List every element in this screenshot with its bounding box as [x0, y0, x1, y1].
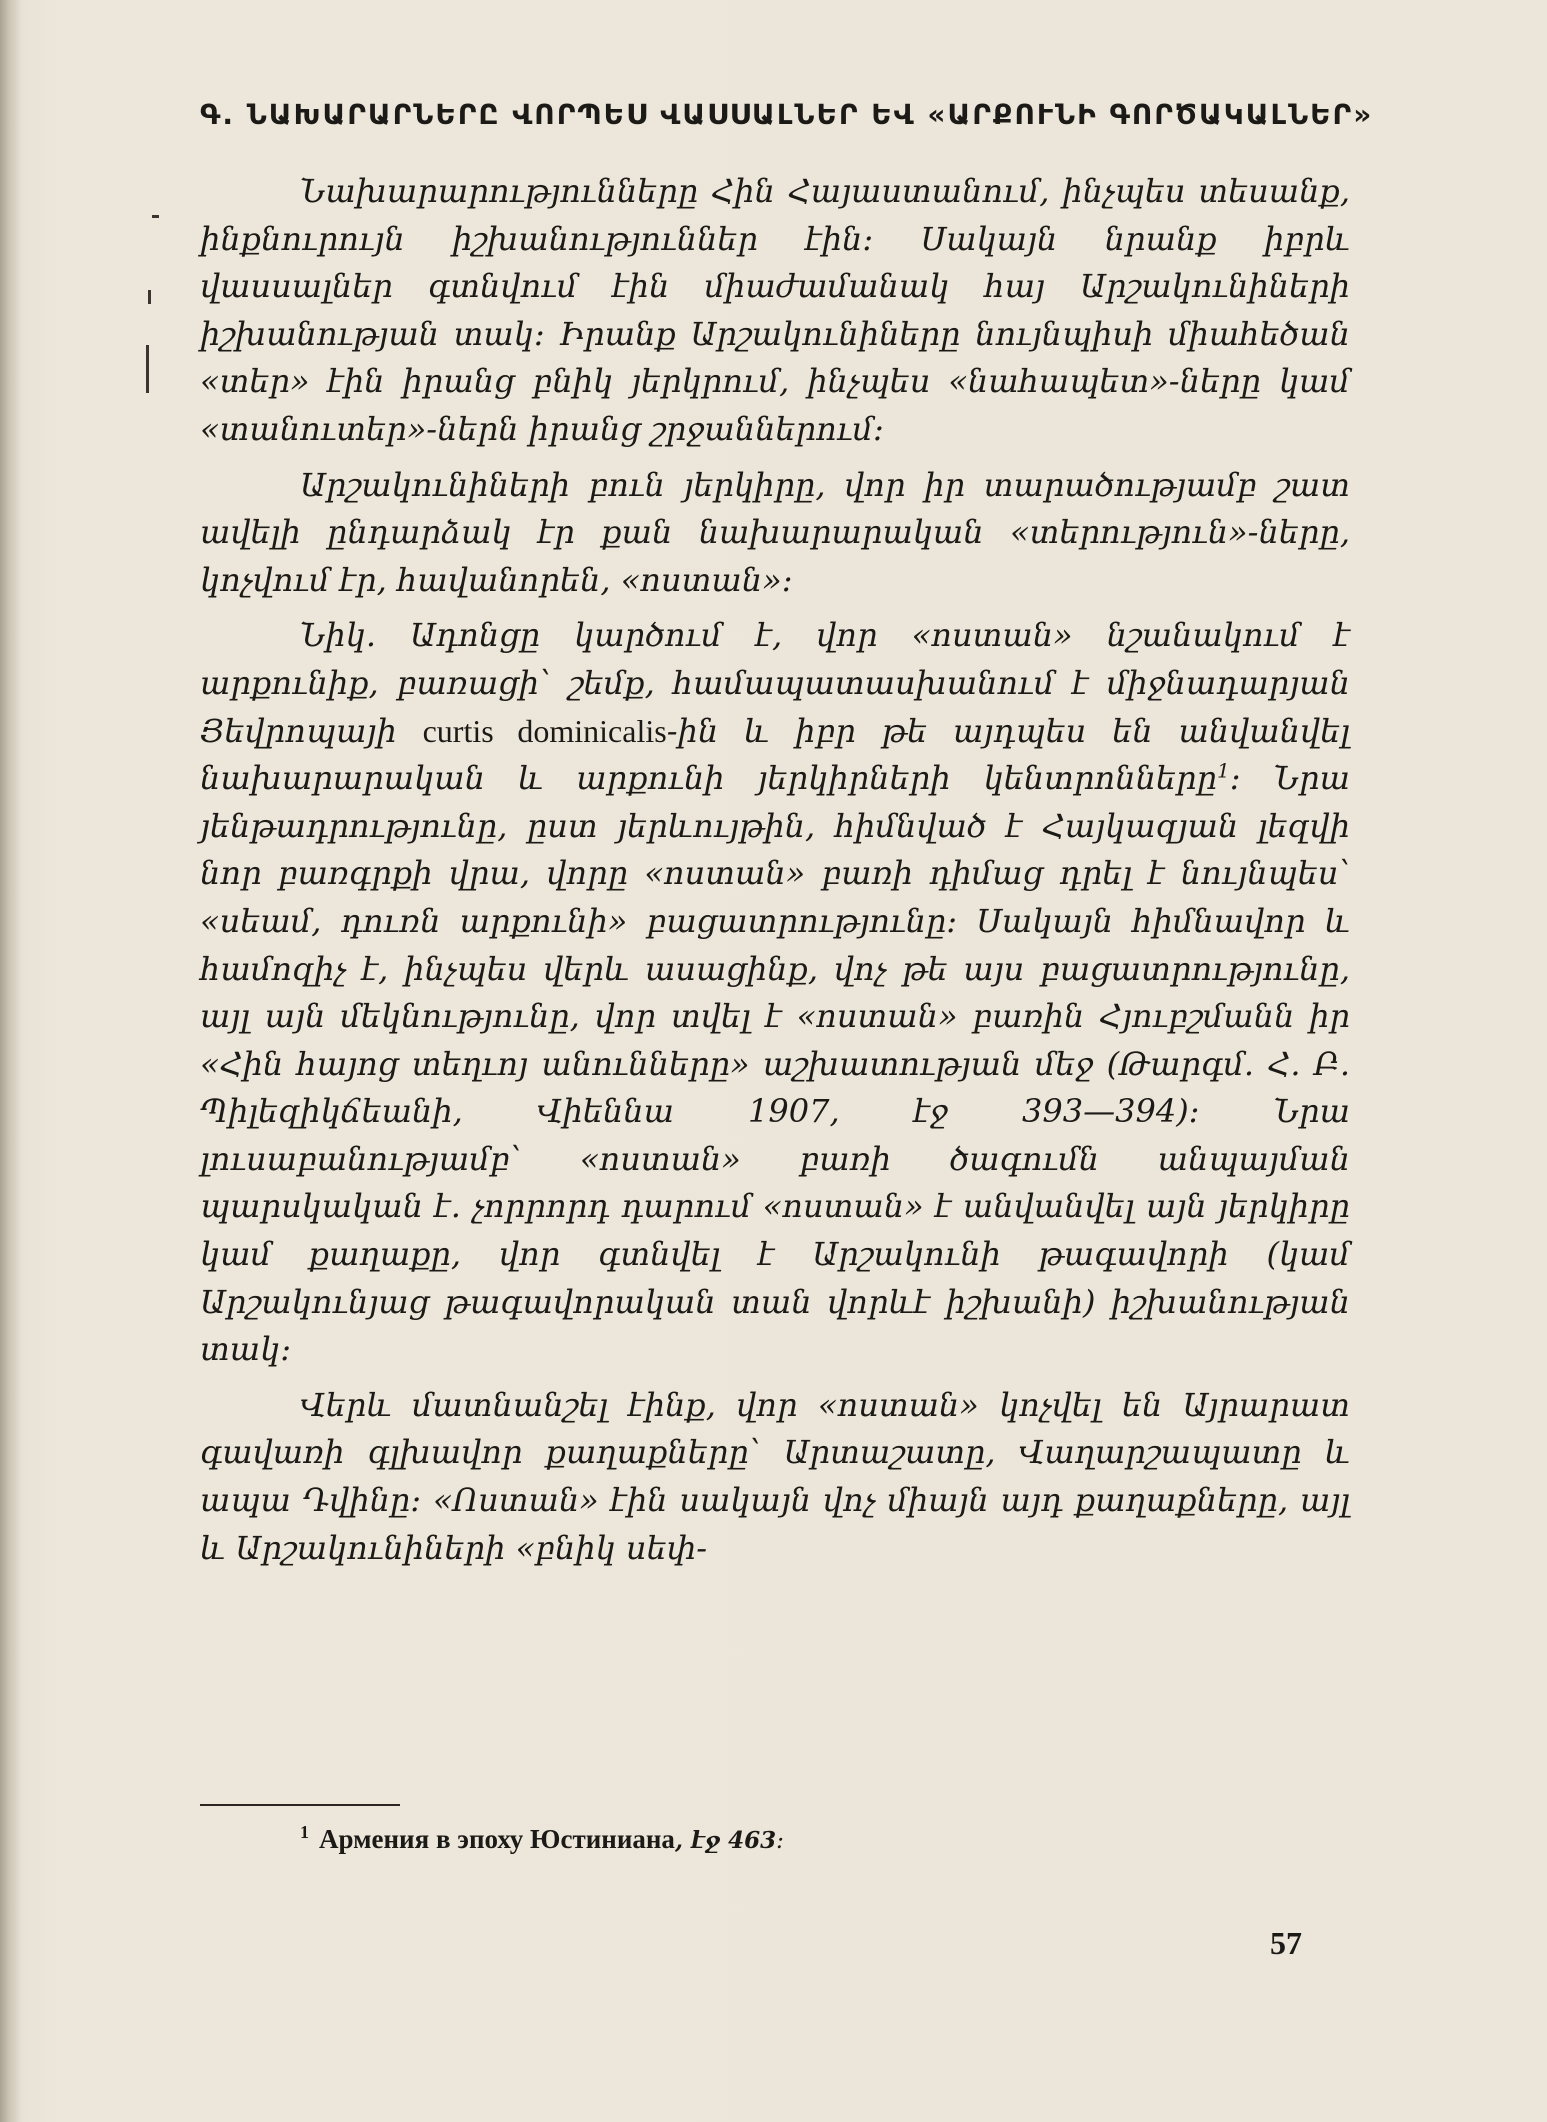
footnote [300, 1822, 1200, 1855]
margin-tick-mark [148, 290, 151, 304]
paragraph-3-text-b: -ին և իբր թե այդպես են անվանվել նախարարական և արքունի յերկիրների կենտրոնները [200, 711, 1351, 798]
footnote-divider [200, 1804, 400, 1806]
paragraph-1: Նախարարությունները Հին Հայաստանում, ինչպես տեսանք, ինքնուրույն իշխանություններ էին։ Սակայն նրանք իբրև վասսալներ գտնվում էին միաժամանակ հայ Արշակունիների իշխանության տակ։ Իրանք Արշակունիները նույնպիսի միահեծան «տեր» էին իրանց բնիկ յերկրում, ինչպես «նահապետ»-ները կամ «տանուտեր»-ներն իրանց շրջաններում։ [200, 172, 1350, 448]
page-binding-edge [0, 0, 22, 2122]
footnote-reference[interactable]: 1 [1216, 758, 1230, 783]
footnote-text: Армения в эпоху Юстиниана [319, 1824, 675, 1854]
footnote-page-ref: , էջ 463։ [674, 1827, 784, 1854]
latin-term: curtis dominicalis [422, 712, 667, 749]
paragraph-3-text-a: Նիկ. Ադոնցը կարծում է, վոր «ոստան» նշանակում է արքունիք, բառացի՝ շեմք, համապատասխանում է միջնադարյան Յեվրոպայի [200, 616, 1350, 750]
paragraph-3-text-c: ։ Նրա յենթադրությունը, ըստ յերևույթին, հիմնված է Հայկազյան լեզվի նոր բառգրքի վրա, վորը «ոստան» բառի դիմաց դրել է նույնպես՝ «սեամ, դուռն արքունի» բացատրությունը։ Սակայն հիմնավոր և համոզիչ է, ինչպես վերև ասացինք, վոչ թե այս բացատրությունը, այլ այն մեկնությունը, վոր տվել է «ոստան» բառին Հյուբշմանն իր «Հին հայոց տեղւոյ անունները» աշխատության մեջ (Թարգմ. Հ. Բ. Պիլեզիկճեանի, Վիեննա 1907, էջ 393—394)։ Նրա լուսաբանությամբ՝ «ոստան» բառի ծագումն անպայման պարսկական է. չորրորդ դարում «ոստան» է անվանվել այն յերկիրը կամ քաղաքը, վոր գտնվել է Արշակունի թագավորի (կամ Արշակունյաց թագավորական տան վորևէ իշխանի) իշխանության տակ։ [200, 759, 1351, 1369]
page-number: 57 [1270, 1925, 1302, 1961]
main-text [200, 168, 1350, 1572]
paragraph-2: Արշակունիների բուն յերկիրը, վոր իր տարածությամբ շատ ավելի ընդարձակ էր քան նախարարական «տերություն»-ները, կոչվում էր, հավանորեն, «ոստան»։ [200, 465, 1350, 599]
margin-dash-mark [152, 215, 159, 218]
footnote-marker: 1 [300, 1822, 309, 1842]
paragraph-4: Վերև մատնանշել էինք, վոր «ոստան» կոչվել են Այրարատ գավառի գլխավոր քաղաքները՝ Արտաշատը, Վաղարշապատը և ապա Դվինը։ «Ոստան» էին սակայն վոչ միայն այդ քաղաքները, այլ և Արշակունիների «բնիկ սեփ- [200, 1385, 1350, 1567]
running-head: Գ. ՆԱԽԱՐԱՐՆԵՐԸ ՎՈՐՊԵՍ ՎԱՍՍԱԼՆԵՐ ԵՎ «ԱՐՔՈՒՆԻ ԳՈՐԾԱԿԱԼՆԵՐ» [200, 98, 1374, 131]
margin-bracket-mark [146, 345, 149, 393]
paragraph-3 [200, 612, 1350, 1374]
